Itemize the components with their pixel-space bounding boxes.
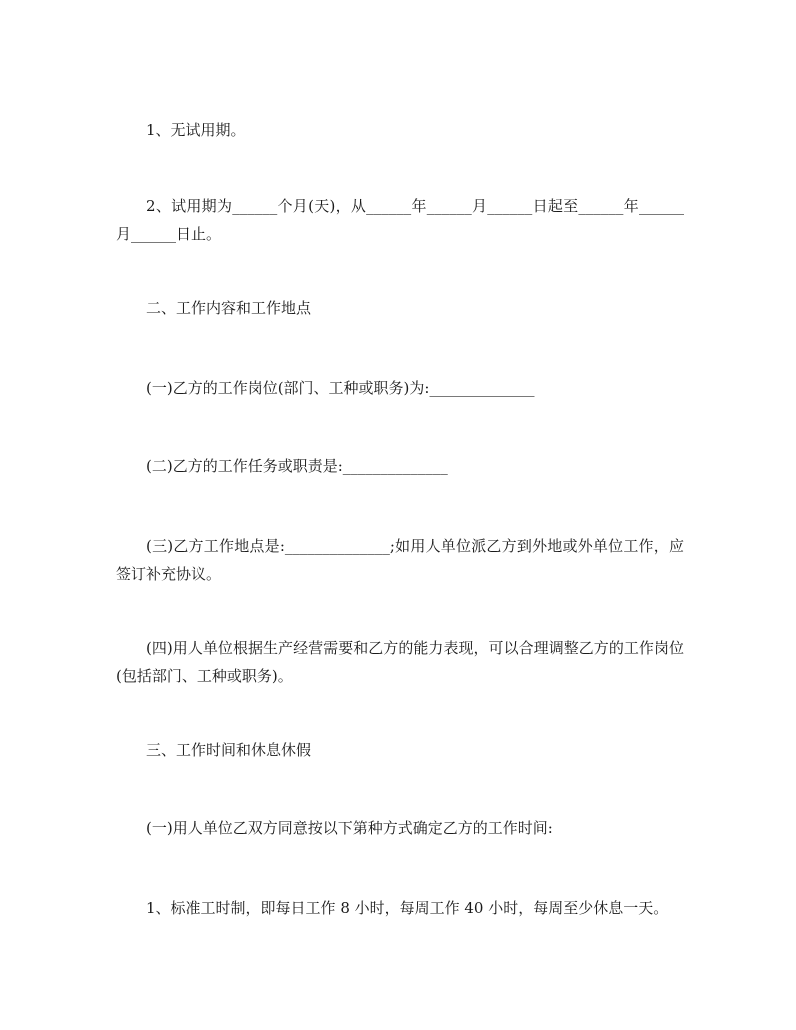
paragraph-job-position: (一)乙方的工作岗位(部门、工种或职务)为:______________: [146, 379, 535, 397]
paragraph-position-adjustment: (四)用人单位根据生产经营需要和乙方的能力表现，可以合理调整乙方的工作岗位(包括部门、工种或职务)。: [116, 639, 684, 685]
paragraph-standard-hours: 1、标准工时制，即每日工作 8 小时，每周工作 40 小时，每周至少休息一天。: [146, 899, 669, 917]
paragraph-probation-period: 2、试用期为______个月(天)，从______年______月______日起至______年______月______日止。: [116, 197, 684, 243]
paragraph-work-location: (三)乙方工作地点是:______________;如用人单位派乙方到外地或外单位工作，应签订补充协议。: [116, 537, 684, 583]
paragraph-job-duties: (二)乙方的工作任务或职责是:______________: [146, 457, 448, 475]
section-heading-working-hours: 三、工作时间和休息休假: [146, 741, 312, 759]
paragraph-working-time-method: (一)用人单位乙双方同意按以下第种方式确定乙方的工作时间:: [146, 819, 553, 837]
paragraph-no-probation: 1、无试用期。: [146, 121, 246, 139]
section-heading-work-content: 二、工作内容和工作地点: [146, 299, 312, 317]
